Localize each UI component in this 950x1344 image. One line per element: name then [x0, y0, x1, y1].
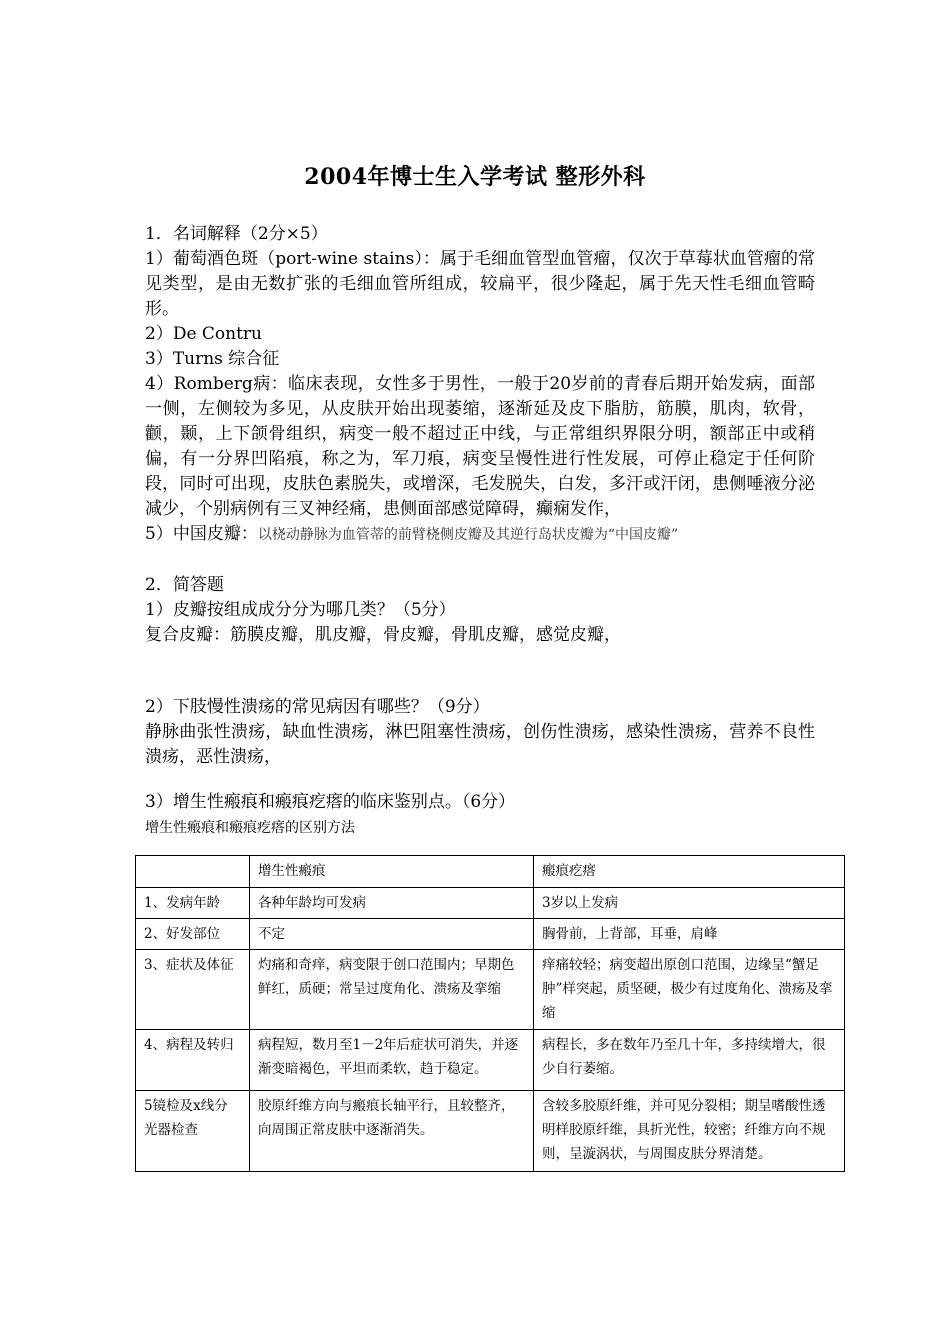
table-cell: 1、发病年龄 [136, 888, 250, 919]
answer-2: 静脉曲张性溃疡，缺血性溃疡，淋巴阻塞性溃疡，创伤性溃疡，感染性溃疡，营养不良性溃疡，恶性溃疡， [145, 722, 815, 767]
table-cell: 胸骨前，上背部，耳垂，肩峰 [534, 919, 845, 950]
table-cell: 3、症状及体征 [136, 950, 250, 1030]
table-cell: 4、病程及转归 [136, 1030, 250, 1091]
table-header-cell [136, 856, 250, 888]
table-row [136, 888, 845, 919]
table-cell: 含较多胶原纤维，并可见分裂相；期呈嗜酸性透明样胶原纤维，具折光性，较密；纤维方向不规则，呈漩涡状，与周围皮肤分界清楚。 [534, 1091, 845, 1172]
table-cell: 胶原纤维方向与瘢痕长轴平行，且较整齐，向周围正常皮肤中逐渐消失。 [250, 1091, 534, 1172]
answer-1: 复合皮瓣：筋膜皮瓣，肌皮瓣，骨皮瓣，骨肌皮瓣，感觉皮瓣， [145, 625, 621, 645]
table-row [136, 919, 845, 950]
table-header-row [136, 856, 845, 888]
table-row [136, 1091, 845, 1172]
comparison-table [135, 855, 845, 1172]
table-header-cell: 增生性瘢痕 [250, 856, 534, 888]
table-caption: 增生性瘢痕和瘢痕疙瘩的区别方法 [145, 820, 355, 836]
term-item-3: 3）Turns 综合征 [145, 349, 280, 369]
term-item-5-text: 以桡动静脉为血管蒂的前臂桡侧皮瓣及其逆行岛状皮瓣为“中国皮瓣” [257, 527, 679, 543]
term-item-4: 4）Romberg病：临床表现，女性多于男性，一般于20岁前的青春后期开始发病，面部一侧，左侧较为多见，从皮肤开始出现萎缩，逐渐延及皮下脂肪，筋膜，肌肉，软骨，颧，颞，上下颌骨组织，病变一般不超过正中线，与正常组织界限分明，额部正中或稍偏，有一分界凹陷痕，称之为，军刀痕，病变呈慢性进行性发展，可停止稳定于任何阶段，同时可出现，皮肤色素脱失，或增深，毛发脱失，白发，多汗或汗闭，患侧唾液分泌减少，个别病例有三叉神经痛，患侧面部感觉障碍，癫痫发作， [145, 374, 815, 519]
page-title: 2004年博士生入学考试 整形外科 [304, 164, 646, 190]
section2-heading: 2．简答题 [145, 575, 224, 595]
table-row [136, 1030, 845, 1091]
table-cell: 灼痛和奇痒，病变限于创口范围内；早期色鲜红，质硬；常呈过度角化、溃疡及挛缩 [250, 950, 534, 1030]
table-cell: 痒痛较轻；病变超出原创口范围，边缘呈“蟹足肿”样突起，质坚硬，极少有过度角化、溃疡及挛缩 [534, 950, 845, 1030]
table-header-cell: 瘢痕疙瘩 [534, 856, 845, 888]
table-cell: 2、好发部位 [136, 919, 250, 950]
table-cell: 病程短，数月至1－2年后症状可消失，并逐渐变暗褐色，平坦而柔软，趋于稳定。 [250, 1030, 534, 1091]
question-3: 3）增生性瘢痕和瘢痕疙瘩的临床鉴别点。（6分） [145, 792, 516, 812]
section1-heading: 1．名词解释（2分×5） [145, 224, 328, 244]
table-cell: 5镜检及x线分光器检查 [136, 1091, 250, 1172]
term-item-2: 2）De Contru [145, 324, 263, 344]
term-item-1: 1）葡萄酒色斑（port-wine stains）：属于毛细血管型血管瘤，仅次于草莓状血管瘤的常见类型，是由无数扩张的毛细血管所组成，较扁平，很少隆起，属于先天性毛细血管畸形。 [145, 249, 815, 319]
question-1: 1）皮瓣按组成成分分为哪几类？（5分） [145, 600, 456, 620]
table-cell: 病程长，多在数年乃至几十年，多持续增大，很少自行萎缩。 [534, 1030, 845, 1091]
document-body [145, 222, 815, 841]
term-item-5 [145, 522, 815, 548]
table-cell: 不定 [250, 919, 534, 950]
question-2: 2）下肢慢性溃疡的常见病因有哪些？（9分） [145, 697, 490, 717]
term-item-5-label: 5）中国皮瓣： [145, 524, 258, 544]
table-cell: 3岁以上发病 [534, 888, 845, 919]
table-cell: 各种年龄均可发病 [250, 888, 534, 919]
table-row [136, 950, 845, 1030]
